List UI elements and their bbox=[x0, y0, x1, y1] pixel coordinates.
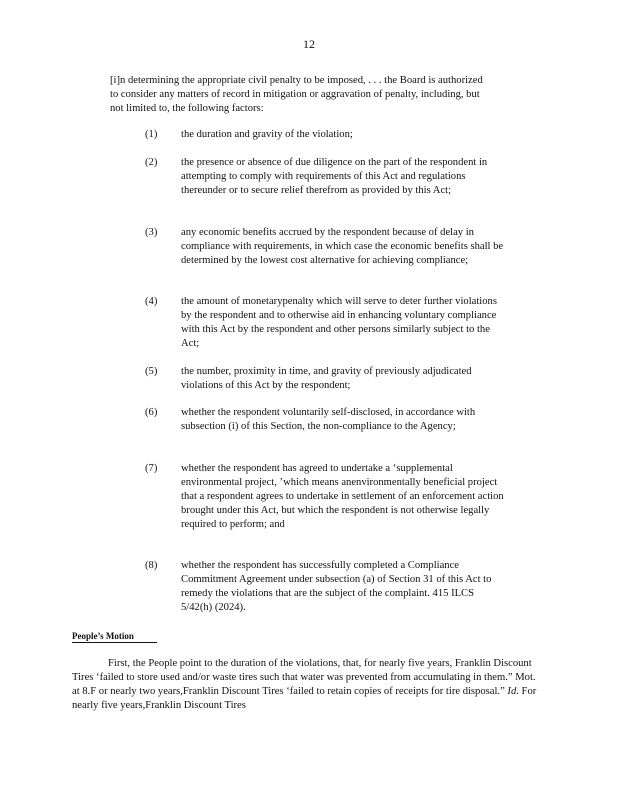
factor-number: (5) bbox=[145, 366, 158, 377]
factor-text: whether the respondent has successfully completed a Compliance Commitment Agreement under subsection (a) of Section 31 of this Act to remedy the violations that are the subject of the complaint. 415 ILCS 5/42(h) (2024). bbox=[181, 560, 492, 613]
factor-text: the duration and gravity of the violation; bbox=[181, 129, 353, 140]
factor-text: whether the respondent voluntarily self-disclosed, in accordance with subsection (i) of this Section, the non-compliance to the Agency; bbox=[181, 407, 476, 432]
factor-text: whether the respondent has agreed to undertake a ‘supplemental environmental project, ’which means anenvironmentally beneficial project that a respondent agrees to undertake in settlement of an enforcement action brought under this Act, but which the respondent is not otherwise legally required to perform; and bbox=[181, 463, 504, 530]
factor-number: (1) bbox=[145, 129, 158, 140]
factor-text: any economic benefits accrued by the respondent because of delay in compliance with requirements, in which case the economic benefits shall be determined by the lowest cost alternative for achieving compliance; bbox=[181, 227, 504, 266]
factor-number: (3) bbox=[145, 227, 158, 238]
factor-number: (7) bbox=[145, 463, 158, 474]
factor-number: (8) bbox=[145, 560, 158, 571]
block-quote-intro: [i]n determining the appropriate civil penalty to be imposed, . . . the Board is authorized to consider any matters of record in mitigation or aggravation of penalty, including, but not limited to, the following factors: bbox=[110, 75, 483, 114]
page-number: 12 bbox=[303, 37, 315, 51]
factor-text: the presence or absence of due diligence on the part of the respondent in attempting to comply with requirements of this Act and regulations thereunder or to secure relief therefrom as provided by this Act; bbox=[181, 157, 488, 196]
body-paragraph bbox=[72, 657, 542, 713]
factor-number: (2) bbox=[145, 157, 158, 168]
factor-text: the amount of monetarypenalty which will serve to deter further violations by the respondent and to otherwise aid in enhancing voluntary compliance with this Act by the respondent and other persons similarly subject to the Act; bbox=[181, 296, 497, 349]
paragraph-text-continued: . For nearly five years,Franklin Discount Tires bbox=[72, 686, 537, 711]
factor-number: (4) bbox=[145, 296, 158, 307]
section-heading: People’s Motion bbox=[72, 630, 157, 643]
paragraph-text: First, the People point to the duration of the violations, that, for nearly five years, Franklin Discount Tires ‘failed to store used and/or waste tires such that water was prevented from accumulating in them.” Mot. at 8.F or nearly two years,Franklin Discount Tires ‘failed to retain copies of receipts for tire disposal.” bbox=[72, 658, 536, 697]
factor-number: (6) bbox=[145, 407, 158, 418]
factor-text: the number, proximity in time, and gravity of previously adjudicated violations of this Act by the respondent; bbox=[181, 366, 472, 391]
citation-id: Id bbox=[507, 686, 517, 697]
